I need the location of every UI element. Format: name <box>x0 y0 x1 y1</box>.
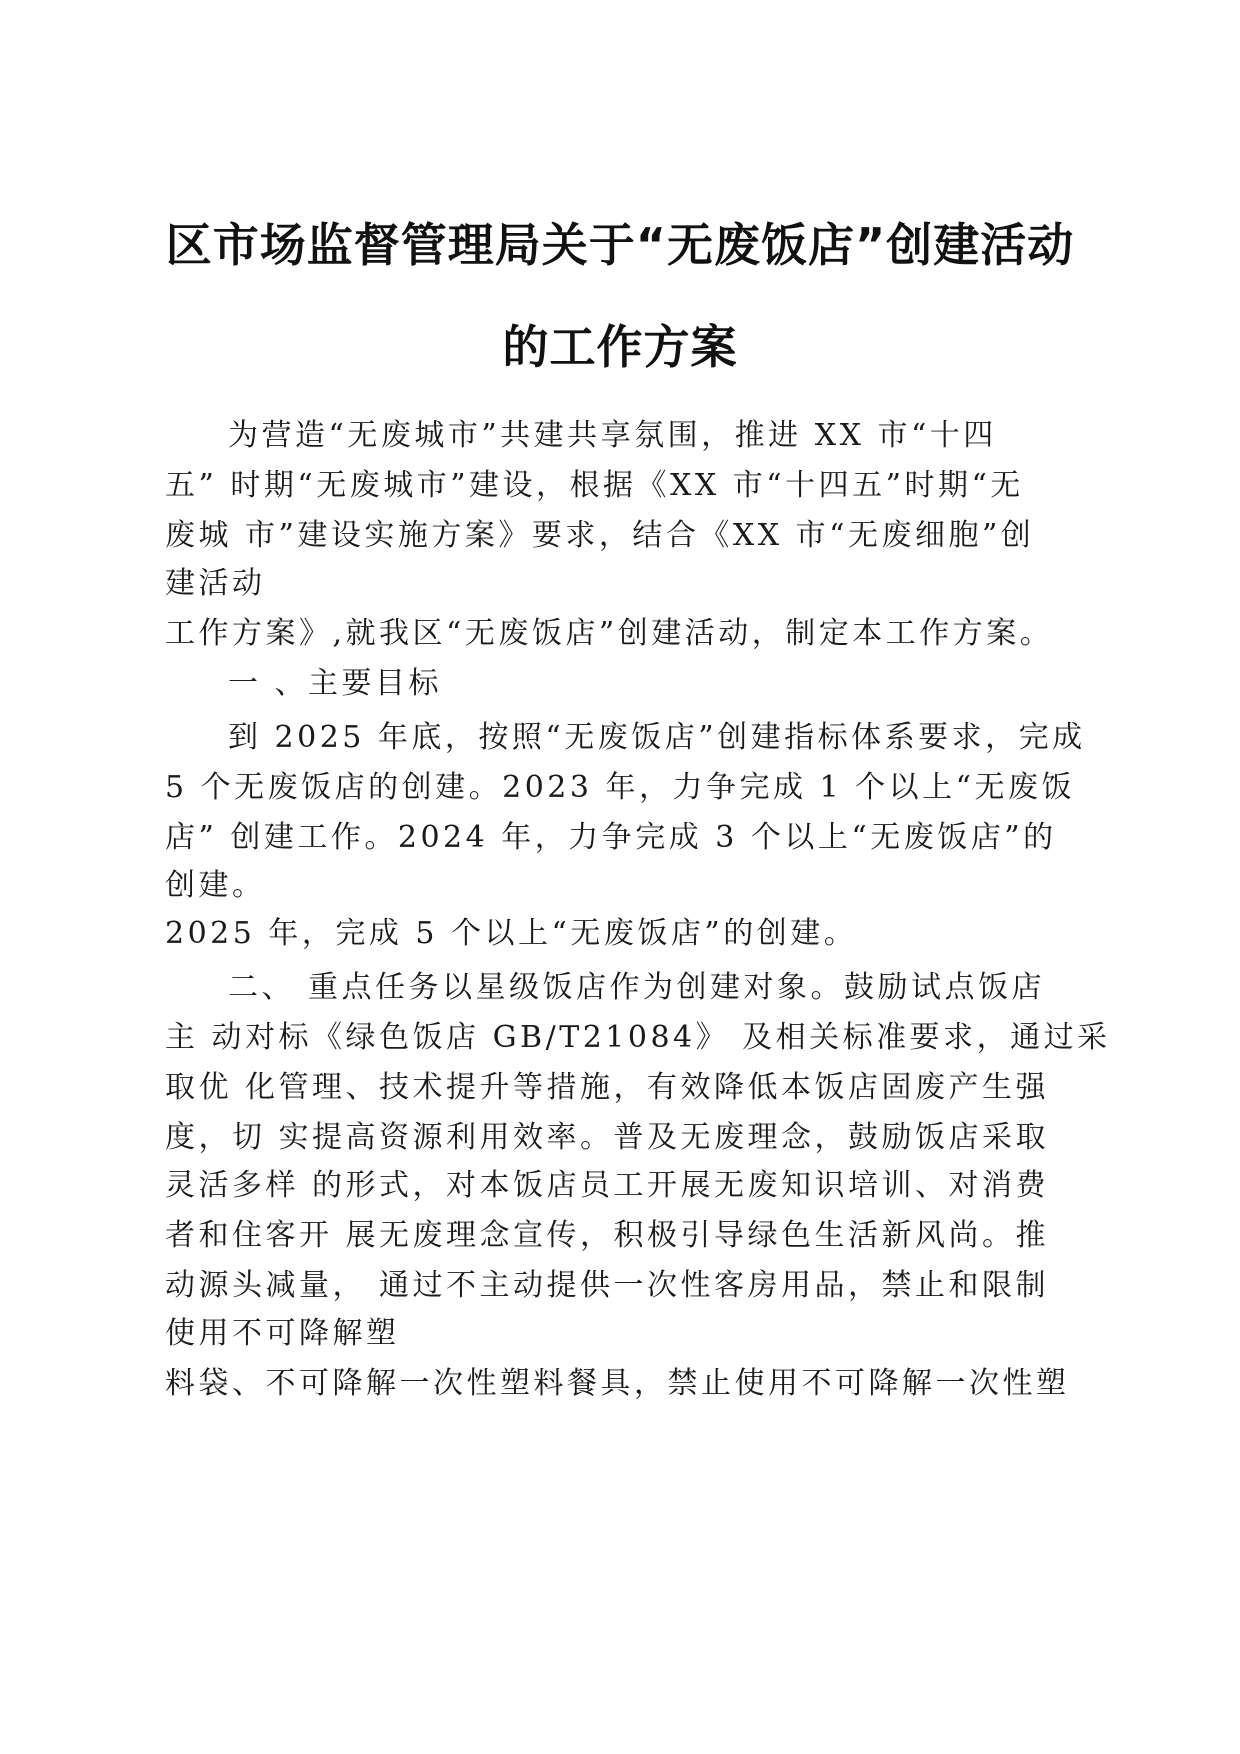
body-line: 到 2025 年底，按照“无废饭店”创建指标体系要求，完成 <box>228 720 1086 755</box>
body-line: 灵活多样 的形式，对本饭店员工开展无废知识培训、对消费 <box>165 1168 1050 1203</box>
body-line: 废城 市”建设实施方案》要求，结合《XX 市“无废细胞”创 <box>165 518 1035 553</box>
body-line: 动源头减量， 通过不主动提供一次性客房用品，禁止和限制 <box>165 1268 1050 1303</box>
body-line: 创建。 <box>165 868 266 903</box>
body-line: 主 动对标《绿色饭店 GB/T21084》 及相关标准要求，通过采 <box>165 1020 1111 1055</box>
body-line: 者和住客开 展无废理念宣传，积极引导绿色生活新风尚。推 <box>165 1218 1050 1253</box>
body-line: 取优 化管理、技术提升等措施，有效降低本饭店固废产生强 <box>165 1070 1050 1105</box>
body-line: 店” 创建工作。2024 年，力争完成 3 个以上“无废饭店”的 <box>165 820 1057 855</box>
body-line: 使用不可降解塑 <box>165 1316 400 1351</box>
section-heading: 一 、主要目标 <box>228 666 443 701</box>
body-line: 建活动 <box>165 566 266 601</box>
body-line: 二、 重点任务以星级饭店作为创建对象。鼓励试点饭店 <box>228 970 1046 1005</box>
body-line: 料袋、不可降解一次性塑料餐具，禁止使用不可降解一次性塑 <box>165 1366 1070 1401</box>
body-line: 五” 时期“无废城市”建设，根据《XX 市“十四五”时期“无 <box>165 468 1024 503</box>
body-line: 2025 年，完成 5 个以上“无废饭店”的创建。 <box>165 916 858 951</box>
body-line: 工作方案》,就我区“无废饭店”创建活动，制定本工作方案。 <box>165 616 1054 651</box>
body-line: 5 个无废饭店的创建。2023 年，力争完成 1 个以上“无废饭 <box>165 770 1076 805</box>
body-line: 度，切 实提高资源利用效率。普及无废理念，鼓励饭店采取 <box>165 1120 1050 1155</box>
document-title-line-2: 的工作方案 <box>502 320 738 374</box>
document-title-line-1: 区市场监督管理局关于“无废饭店”创建活动 <box>165 218 1075 272</box>
body-line: 为营造“无废城市”共建共享氛围，推进 XX 市“十四 <box>228 418 997 453</box>
